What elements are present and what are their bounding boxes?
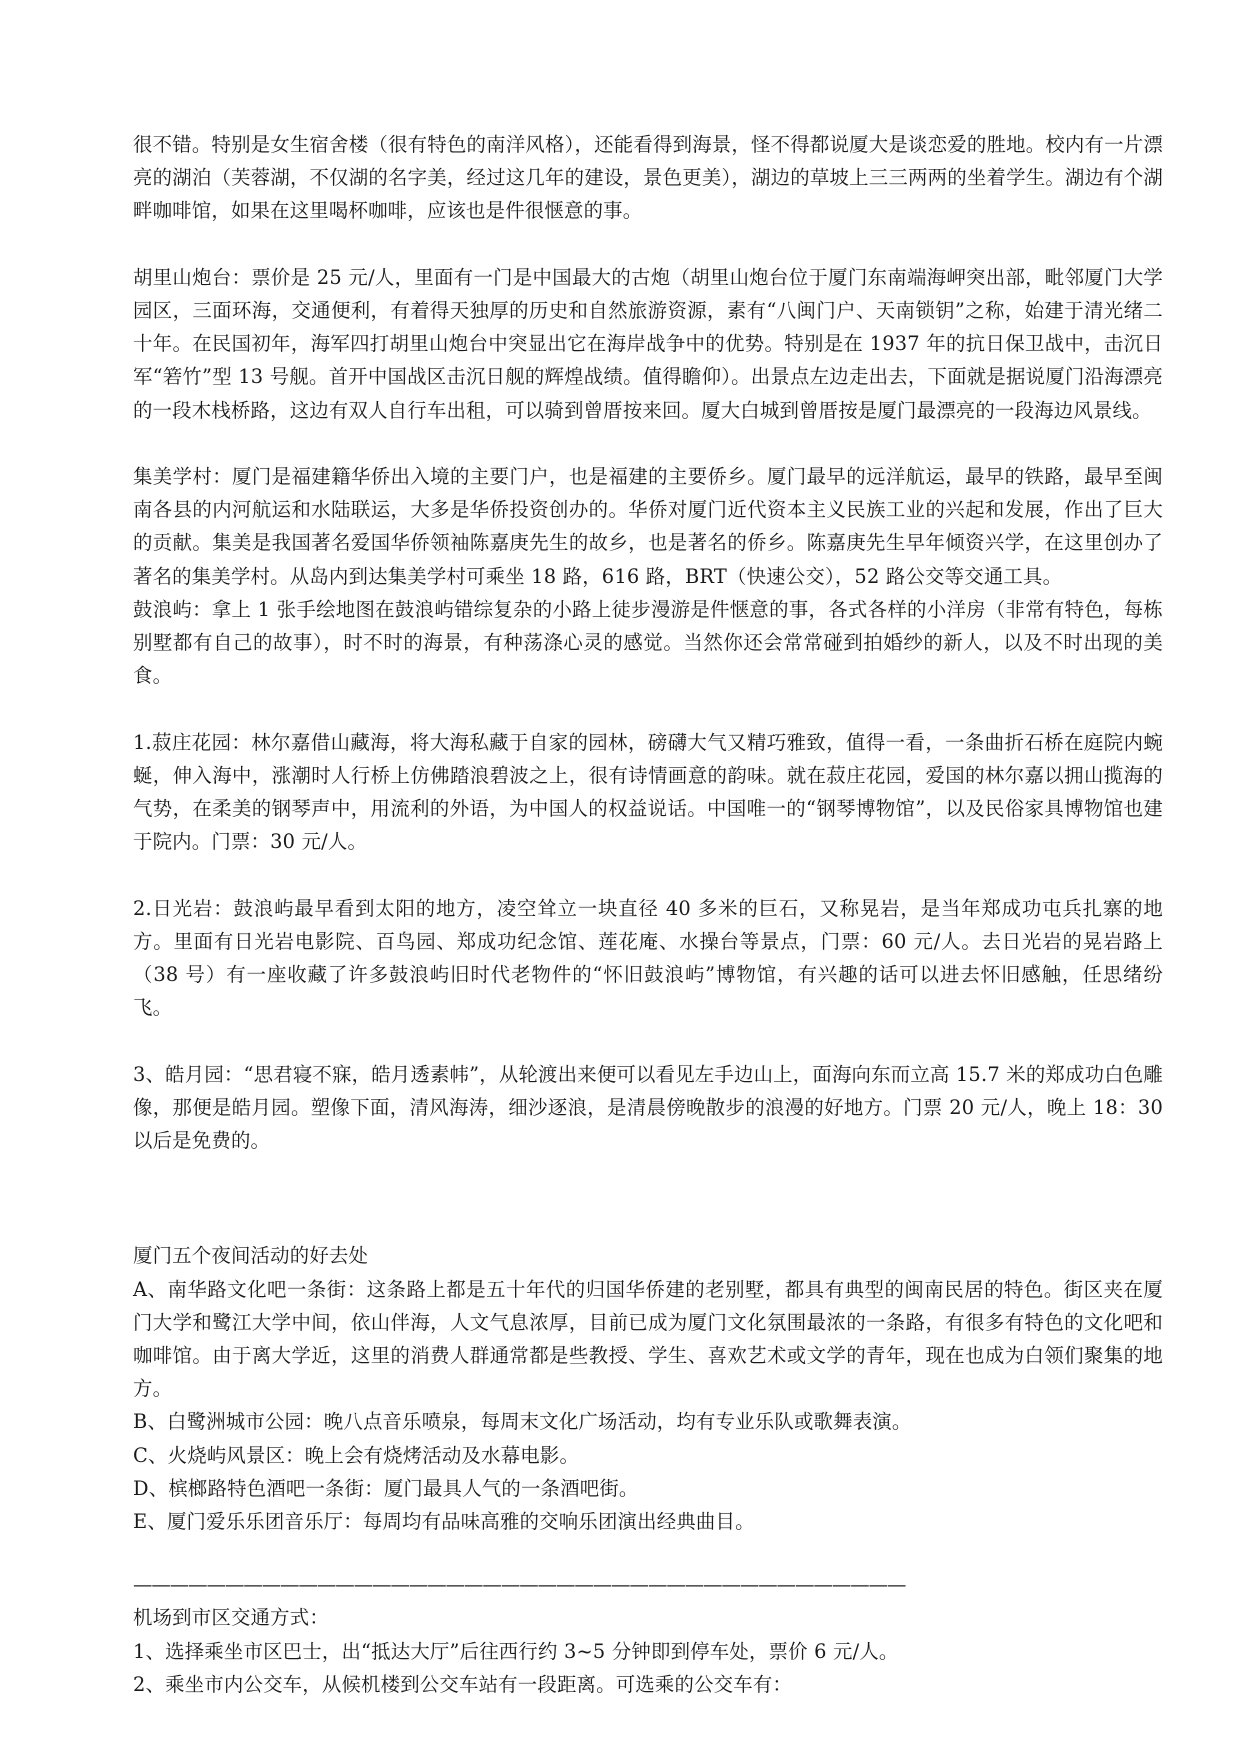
document-page — [133, 128, 1163, 1701]
blank-line — [133, 228, 1163, 261]
night-item-e: E、厦门爱乐乐团音乐厅：每周均有品味高雅的交响乐团演出经典曲目。 — [133, 1510, 755, 1534]
paragraph-shuzhuang-garden: 1.菽庄花园：林尔嘉借山藏海，将大海私藏于自家的园林，磅礴大气又精巧雅致，值得一看，一条曲折石桥在庭院内蜿蜒，伸入海中，涨潮时人行桥上仿佛踏浪碧波之上，很有诗情画意的韵味。就在菽庄花园，爱国的林尔嘉以拥山揽海的气势，在柔美的钢琴声中，用流利的外语，为中国人的权益说话。中国唯一的“钢琴博物馆”，以及民俗家具博物馆也建于院内。门票：30 元/人。 — [133, 730, 1163, 854]
blank-line — [133, 858, 1163, 891]
paragraph-jimei-school-village: 集美学村：厦门是福建籍华侨出入境的主要门户，也是福建的主要侨乡。厦门最早的远洋航运，最早的铁路，最早至闽南各县的内河航运和水陆联运，大多是华侨投资创办的。华侨对厦门近代资本主义民族工业的兴起和发展，作出了巨大的贡献。集美是我国著名爱国华侨领袖陈嘉庚先生的故乡，也是著名的侨乡。陈嘉庚先生早年倾资兴学，在这里创办了著名的集美学村。从岛内到达集美学村可乘坐 18 路，616 路，BRT（快速公交），52 路公交等交通工具。 — [133, 465, 1163, 588]
paragraph-hulishan-battery: 胡里山炮台：票价是 25 元/人，里面有一门是中国最大的古炮（胡里山炮台位于厦门东南端海岬突出部，毗邻厦门大学园区，三面环海，交通便利，有着得天独厚的历史和自然旅游资源，素有“八闽门户、天南锁钥”之称，始建于清光绪二十年。在民国初年，海军四打胡里山炮台中突显出它在海岸战争中的优势。特别是在 1937 年的抗日保卫战中，击沉日军“箬竹”型 13 号舰。首开中国战区击沉日舰的辉煌战绩。值得瞻仰）。出景点左边走出去，下面就是据说厦门沿海漂亮的一段木栈桥路，这边有双人自行车出租，可以骑到曾厝按来回。厦大白城到曾厝按是厦门最漂亮的一段海边风景线。 — [133, 265, 1163, 422]
paragraph-haoyueyuan: 3、皓月园：“思君寝不寐，皓月透素帏”，从轮渡出来便可以看见左手边山上，面海向东而立高 15.7 米的郑成功白色雕像，那便是皓月园。塑像下面，清风海涛，细沙逐浪，是清晨傍晚散步的浪漫的好地方。门票 20 元/人，晚上 18：30 以后是免费的。 — [133, 1062, 1163, 1153]
blank-line — [133, 1157, 1163, 1206]
paragraph-riguangyan: 2.日光岩：鼓浪屿最早看到太阳的地方，凌空耸立一块直径 40 多米的巨石，又称晃岩，是当年郑成功屯兵扎寨的地方。里面有日光岩电影院、百鸟园、郑成功纪念馆、莲花庵、水操台等景点，门票：60 元/人。去日光岩的晃岩路上（38 号）有一座收藏了许多鼓浪屿旧时代老物件的“怀旧鼓浪屿”博物馆，有兴趣的话可以进去怀旧感触，任思绪纷飞。 — [133, 896, 1163, 1020]
night-item-a: A、南华路文化吧一条街：这条路上都是五十年代的归国华侨建的老别墅，都具有典型的闽南民居的特色。街区夹在厦门大学和鹭江大学中间，依山伴海，人文气息浓厚，目前已成为厦门文化氛围最浓的一条路，有很多有特色的文化吧和咖啡馆。由于离大学近，这里的消费人群通常都是些教授、学生、喜欢艺术或文学的青年，现在也成为白领们聚集的地方。 — [133, 1277, 1163, 1401]
paragraph-xiamen-university: 很不错。特别是女生宿舍楼（很有特色的南洋风格），还能看得到海景，怪不得都说厦大是谈恋爱的胜地。校内有一片漂亮的湖泊（芙蓉湖，不仅湖的名字美，经过这几年的建设，景色更美），湖边的草坡上三三两两的坐着学生。湖边有个湖畔咖啡馆，如果在这里喝杯咖啡，应该也是件很惬意的事。 — [133, 133, 1163, 223]
blank-line — [133, 1206, 1163, 1239]
night-item-d: D、槟榔路特色酒吧一条街：厦门最具人气的一条酒吧街。 — [133, 1476, 639, 1500]
night-activities-title: 厦门五个夜间活动的好去处 — [133, 1244, 369, 1268]
blank-line — [133, 1538, 1163, 1568]
night-item-c: C、火烧屿风景区：晚上会有烧烤活动及水幕电影。 — [133, 1443, 580, 1467]
paragraph-gulangyu: 鼓浪屿：拿上 1 张手绘地图在鼓浪屿错综复杂的小路上徒步漫游是件惬意的事，各式各样的小洋房（非常有特色，每栋别墅都有自己的故事），时不时的海景，有种荡涤心灵的感觉。当然你还会常常碰到拍婚纱的新人，以及不时出现的美食。 — [133, 597, 1163, 688]
blank-line — [133, 427, 1163, 460]
separator-line: —————————————————————————————————————————— — [133, 1573, 906, 1597]
blank-line — [133, 1024, 1163, 1057]
airport-transport-title: 机场到市区交通方式： — [133, 1606, 329, 1630]
blank-line — [133, 692, 1163, 725]
airport-item-2: 2、乘坐市内公交车，从候机楼到公交车站有一段距离。可选乘的公交车有： — [133, 1672, 793, 1696]
airport-item-1: 1、选择乘坐市区巴士，出“抵达大厅”后往西行约 3~5 分钟即到停车处，票价 6 元/人。 — [133, 1639, 899, 1663]
night-item-b: B、白鹭洲城市公园：晚八点音乐喷泉，每周末文化广场活动，均有专业乐队或歌舞表演。 — [133, 1410, 912, 1434]
